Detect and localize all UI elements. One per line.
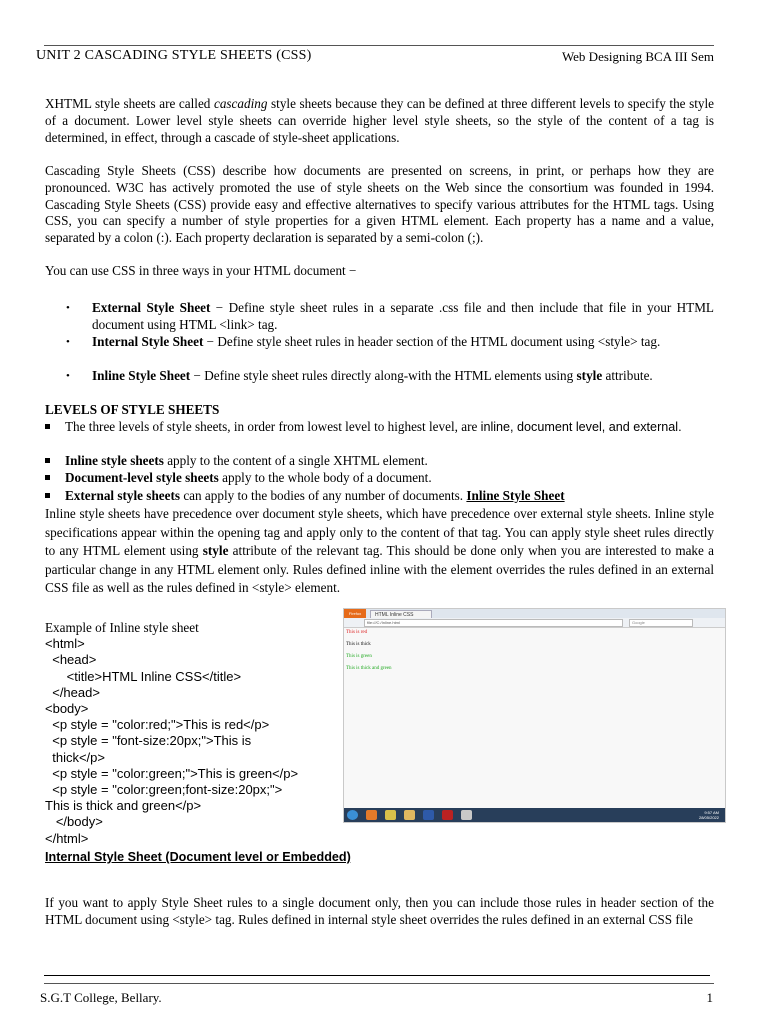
example-title: Example of Inline style sheet (45, 620, 199, 635)
list-item: • Internal Style Sheet − Define style sheet rules in header section of the HTML document using <style> tag. (66, 334, 661, 349)
chrome-icon (385, 810, 396, 820)
internal-style-paragraph: If you want to apply Style Sheet rules to a single document only, then you can include those rules in header section of the HTML document using <style> tag. Rules defined in internal style sheet overrides the rules defined in an external CSS file (45, 895, 714, 927)
square-bullet-icon (45, 424, 50, 429)
footer-rule-secondary (44, 983, 714, 984)
page-number: 1 (706, 990, 713, 1005)
code-line: This is thick and green</p> (45, 798, 202, 814)
rendered-line: This is red (346, 630, 368, 635)
app-icon (461, 810, 472, 820)
search-field: Google (629, 619, 693, 627)
list-item: The three levels of style sheets, in order from lowest level to highest level, are inline, document level, and external. (45, 419, 714, 436)
bullet-icon: • (66, 370, 70, 382)
code-line: thick</p> (45, 749, 105, 765)
browser-tab: HTML Inline CSS (370, 610, 432, 619)
bullet-icon: • (66, 336, 70, 348)
word-icon (423, 810, 434, 820)
acrobat-icon (442, 810, 453, 820)
browser-content (344, 628, 725, 808)
list-item: Inline style sheets apply to the content of a single XHTML element. (45, 453, 714, 470)
code-example (45, 620, 335, 847)
code-line: <title>HTML Inline CSS</title> (45, 668, 242, 684)
url-field: file:///C:/Inline.html (364, 619, 623, 627)
taskbar-clock: 9:57 AM 28/05/2022 (698, 810, 719, 820)
internal-style-sheet-heading: Internal Style Sheet (Document level or Embedded) (45, 850, 351, 864)
footer-rule (44, 975, 710, 976)
intro-paragraph-3: You can use CSS in three ways in your HTML document − (45, 263, 357, 278)
list-item: Document-level style sheets apply to the whole body of a document. (45, 470, 714, 487)
code-line: </body> (45, 814, 103, 830)
taskbar (344, 808, 725, 822)
intro-paragraph-2: Cascading Style Sheets (CSS) describe how documents are presented on screens, in print, or perhaps how they are pronounced. W3C has actively promoted the use of style sheets on the Web since the consortium was founded in 1994. Cascading Style Sheets (CSS) provide easy and effective alternatives to specify various attributes for the HTML tags. Using CSS, you can specify a number of style properties for a given HTML element. Each property has a name and a value, separated by a colon (:). Each property declaration is separated by a semi-colon (;). (45, 163, 714, 246)
square-bullet-icon (45, 475, 50, 480)
code-line: </html> (45, 830, 89, 846)
code-line: </head> (45, 684, 100, 700)
code-line: <p style = "color:green;font-size:20px;"> (45, 782, 283, 798)
code-line: <body> (45, 701, 89, 717)
code-line: <p style = "color:green;">This is green</p> (45, 765, 299, 781)
inline-style-paragraph: Inline style sheets have precedence over document style sheets, which have precedence over external style sheets. Inline style specifications appear within the opening tag and apply only to the content of that tag. You can apply style sheet rules directly to any HTML element using style attribute of the relevant tag. This should be done only when you are interested to make a particular change in any HTML element only. Rules defined inline with the element overrides the rules defined in an external CSS file as well as the rules defined in <style> element. (45, 506, 714, 596)
rendered-line: This is thick (346, 642, 371, 647)
firefox-icon (366, 810, 377, 820)
section-heading-levels: LEVELS OF STYLE SHEETS (45, 402, 220, 417)
code-line: <p style = "color:red;">This is red</p> (45, 717, 270, 733)
code-line: <p style = "font-size:20px;">This is (45, 733, 252, 749)
folder-icon (404, 810, 415, 820)
code-line: <head> (45, 652, 97, 668)
code-line: <html> (45, 636, 85, 652)
list-item: • External Style Sheet − Define style sheet rules in a separate .css file and then include that file in your HTML document using HTML <link> tag. (66, 300, 714, 332)
bullet-icon: • (66, 302, 70, 314)
header-course: Web Designing BCA III Sem (561, 49, 714, 64)
browser-address-bar (344, 618, 725, 628)
firefox-menu-button: Firefox (344, 609, 366, 618)
square-bullet-icon (45, 493, 50, 498)
header-rule (44, 45, 714, 46)
list-item: External style sheets can apply to the bodies of any number of documents. Inline Style Sheet (45, 488, 714, 505)
intro-paragraph-1: XHTML style sheets are called cascading style sheets because they can be defined at three different levels to specify the style of a document. Lower level style sheets can override higher level style sheets, so the style of the content of a tag is determined, in effect, through a cascade of style-sheet applications. (45, 96, 715, 145)
list-item: • Inline Style Sheet − Define style sheet rules directly along-with the HTML elements using style attribute. (66, 368, 653, 383)
rendered-line: This is green (346, 654, 372, 659)
browser-tabbar (344, 609, 725, 618)
header-title: UNIT 2 CASCADING STYLE SHEETS (CSS) (36, 48, 312, 63)
inline-style-sheet-heading: Inline Style Sheet (466, 488, 565, 503)
footer-college: S.G.T College, Bellary. (40, 990, 162, 1005)
rendered-line: This is thick and green (346, 666, 392, 671)
start-icon (347, 810, 358, 820)
square-bullet-icon (45, 458, 50, 463)
browser-screenshot (343, 608, 726, 823)
